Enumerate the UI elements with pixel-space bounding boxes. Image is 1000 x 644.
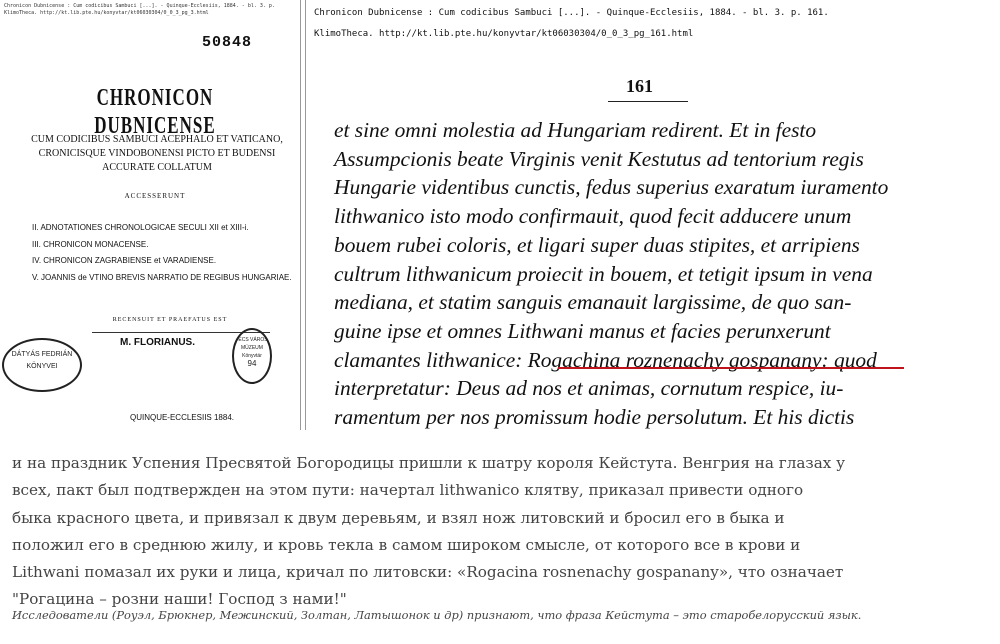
book-title: CHRONICON DUBNICENSE (94, 84, 216, 139)
divider (608, 101, 688, 102)
recensuit-label: RECENSUIT ET PRAEFATUS EST (112, 317, 228, 323)
museum-stamp-icon (232, 328, 272, 384)
translation-line: Lithwani помазал их руки и лица, кричал по литовски: «Rogacina rosnenachy gospanany», что означает (12, 563, 844, 582)
contents-item: V. JOANNIS de VTINO BREVIS NARRATIO DE REGIBUS HUNGARIAE. (32, 272, 292, 282)
stamp-text: KÖNYVEI (26, 363, 58, 370)
scan-header-line-1: Chronicon Dubnicense : Cum codicibus Sambuci [...]. - Quinque-Ecclesiis, 1884. - bl. 3. p. 161. (314, 8, 829, 18)
chronicle-page-scan (305, 0, 1000, 430)
contents-item: IV. CHRONICON ZAGRABIENSE et VARADIENSE. (32, 256, 217, 265)
scan-header-line-2: KlimoTheca. http://kt.lib.pte.hu/konyvtar/kt06030304/0_0_3_pg_161.html (314, 29, 694, 39)
stamp-text: MÚZEUM (241, 345, 263, 351)
text-line: lithwanico isto modo confirmauit, quod fecit adducere unum (334, 204, 852, 229)
text-line: Assumpcionis beate Virginis venit Kestutus ad tentorium regis (334, 146, 864, 171)
subtitle-line: ACCURATE COLLATUM (102, 162, 212, 173)
publication-place: QUINQUE-ECCLESIIS 1884. (129, 413, 235, 422)
translation-line: всех, пакт был подтвержден на этом пути: начертал lithwanico клятву, приказал привести одного (12, 481, 804, 500)
text-line: guine ipse et omnes Lithwani manus et facies perunxerunt (334, 318, 831, 343)
translation-line: "Рогацина – розни наши! Господ з нами!" (12, 590, 347, 609)
translation-text (12, 450, 992, 614)
text-line: bouem rubei coloris, et ligari super duas stipites, et arripiens (334, 232, 860, 257)
stamp-text: Könyvtár (242, 353, 262, 359)
scan-header-line-1: Chronicon Dubnicense : Cum codicibus Sambuci [...]. - Quinque-Ecclesiis, 1884. - bl. 3. p. (4, 3, 275, 9)
contents-list (32, 220, 292, 286)
title-page-scan (0, 0, 301, 430)
text-line: cultrum lithwanicum proiecit in bouem, et tetigit ipsum in vena (334, 261, 873, 286)
stamp-text: DÁTYÁS FEDRIÁN (11, 351, 73, 358)
book-subtitle (22, 133, 292, 175)
contents-item: III. CHRONICON MONACENSE. (32, 239, 149, 249)
latin-text (334, 116, 979, 430)
caption: Исследователи (Роуэл, Брюкнер, Межинский, Золтан, Латышонок и др) признают, что фраза Кейстута – это старобелорусский язык. (12, 608, 862, 622)
accesserunt-label: ACCESSERUNT (124, 192, 186, 200)
editor-name: M. FLORIANUS. (120, 337, 195, 348)
text-line: mediana, et statim sanguis emanauit largissime, de quo san- (334, 290, 852, 315)
subtitle-line: CRONICISQUE VINDOBONENSI PICTO ET BUDENSI (38, 148, 276, 159)
page-number: 161 (626, 76, 653, 96)
translation-line: и на праздник Успения Пресвятой Богородицы пришли к шатру короля Кейстута. Венгрия на глазах у (12, 454, 846, 472)
catalog-number: 50848 (202, 34, 253, 51)
subtitle-line: CUM CODICIBUS SAMBUCI ACEPHALO ET VATICANO, (31, 134, 283, 145)
stamp-text: PÉCS VÁROSI (235, 337, 269, 343)
highlight-underline (558, 367, 904, 369)
translation-line: быка красного цвета, и привязал к двум деревьям, и взял нож литовский и бросил его в быка и (12, 508, 785, 527)
scan-header-line-2: KlimoTheca. http://kt.lib.pte.hu/konyvtar/kt06030304/0_0_3_pg_3.html (4, 10, 209, 16)
text-line: clamantes lithwanice: Rogachina roznenachy gospanany: quod (334, 347, 877, 372)
stamp-text: 94 (247, 359, 257, 368)
translation-line: положил его в среднюю жилу, и кровь текла в самом широком смысле, от которого все в крови и (12, 535, 801, 554)
library-stamp-icon (2, 338, 82, 392)
scan-header (4, 3, 275, 17)
text-line: et sine omni molestia ad Hungariam redirent. Et in festo (334, 118, 817, 142)
text-line: interpretatur: Deus ad nos et animas, cornutum respice, iu- (334, 376, 844, 401)
contents-item: II. ADNOTATIONES CHRONOLOGICAE SECULI XII et XIII-i. (32, 223, 249, 232)
text-line: ramentum per nos promissum hodie persolutum. Et his dictis (334, 405, 855, 430)
text-line: Hungarie videntibus cunctis, fedus superius exaratum iuramento (334, 175, 889, 200)
